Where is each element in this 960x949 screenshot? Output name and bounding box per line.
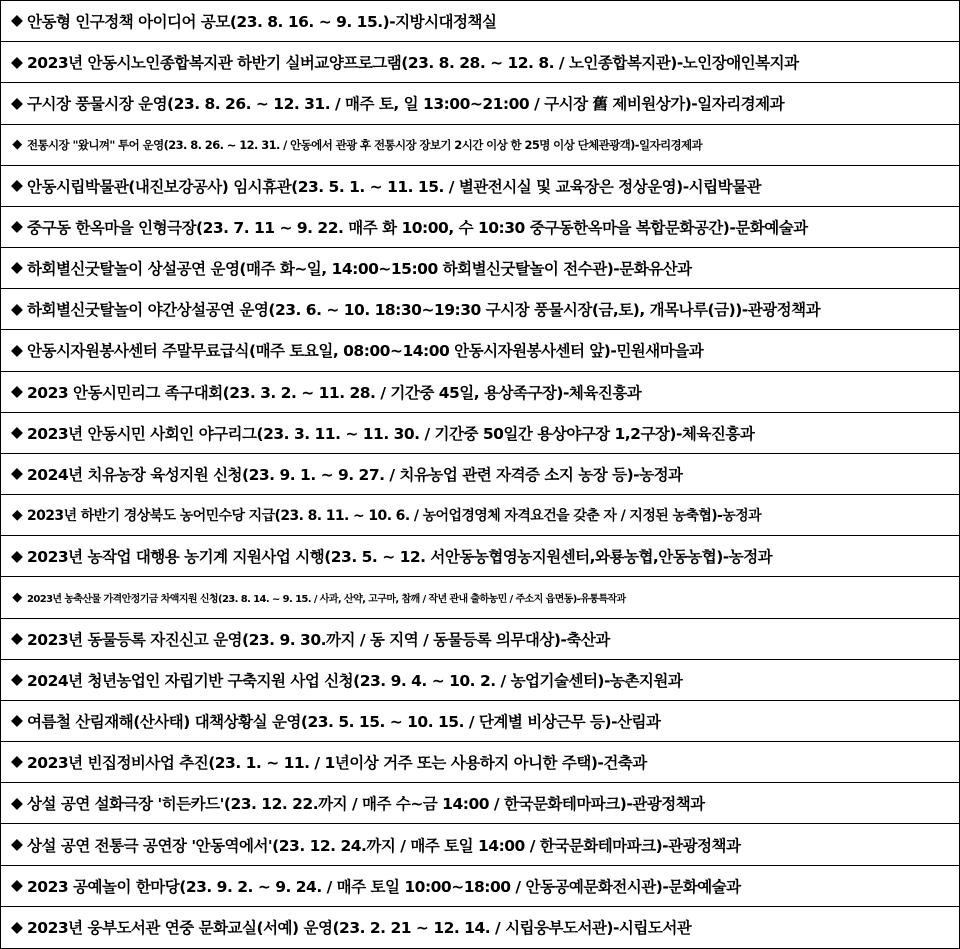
list-item[interactable]	[1, 330, 959, 371]
list-item[interactable]	[1, 577, 959, 618]
list-item[interactable]	[1, 166, 959, 207]
list-item-text: 상설 공연 전통극 공연장 '안동역에서'(23. 12. 24.까지 / 매주 토일 14:00 / 한국문화테마파크)-관광정책과	[27, 836, 741, 855]
list-item[interactable]	[1, 824, 959, 865]
list-item[interactable]	[1, 42, 959, 83]
list-item[interactable]	[1, 907, 959, 948]
diamond-bullet-icon: ◆	[11, 917, 23, 936]
list-item[interactable]	[1, 660, 959, 701]
diamond-bullet-icon: ◆	[11, 464, 23, 483]
list-item-text: 2023년 농축산물 가격안정기금 차액지원 신청(23. 8. 14. ~ 9. 15. / 사과, 산약, 고구마, 참깨 / 작년 관내 출하농민 / 주소지 읍면동)-유통특작과	[27, 594, 626, 605]
list-item-text: 2023 안동시민리그 족구대회(23. 3. 2. ~ 11. 28. / 기간중 45일, 용상족구장)-체육진흥과	[27, 383, 642, 402]
list-item-text: 2023년 하반기 경상북도 농어민수당 지급(23. 8. 11. ~ 10. 6. / 농어업경영체 자격요건을 갖춘 자 / 지정된 농축협)-농정과	[27, 508, 762, 525]
list-item-text: 구시장 풍물시장 운영(23. 8. 26. ~ 12. 31. / 매주 토, 일 13:00~21:00 / 구시장 舊 제비원상가)-일자리경제과	[27, 95, 785, 114]
diamond-bullet-icon: ◆	[11, 340, 23, 359]
list-item[interactable]	[1, 248, 959, 289]
list-item[interactable]	[1, 866, 959, 907]
diamond-bullet-icon: ◆	[11, 381, 23, 400]
list-item-text: 2023년 동물등록 자진신고 운영(23. 9. 30.까지 / 동 지역 / 동물등록 의무대상)-축산과	[27, 630, 610, 649]
diamond-bullet-icon: ◆	[11, 217, 23, 236]
list-item[interactable]	[1, 83, 959, 124]
list-item[interactable]	[1, 289, 959, 330]
list-item[interactable]	[1, 783, 959, 824]
list-item[interactable]	[1, 701, 959, 742]
list-item-text: 2023 공예놀이 한마당(23. 9. 2. ~ 9. 24. / 매주 토일 10:00~18:00 / 안동공예문화전시관)-문화예술과	[27, 877, 741, 896]
list-item-text: 안동시립박물관(내진보강공사) 임시휴관(23. 5. 1. ~ 11. 15. / 별관전시실 및 교육장은 정상운영)-시립박물관	[27, 177, 762, 196]
list-item-text: 2024년 청년농업인 자립기반 구축지원 사업 신청(23. 9. 4. ~ 10. 2. / 농업기술센터)-농촌지원과	[27, 671, 683, 690]
diamond-bullet-icon: ◆	[11, 299, 23, 318]
diamond-bullet-icon: ◆	[11, 11, 23, 30]
list-item-text: 2024년 치유농장 육성지원 신청(23. 9. 1. ~ 9. 27. / 치유농업 관련 자격증 소지 농장 등)-농정과	[27, 465, 683, 484]
list-item-text: 하회별신굿탈놀이 상설공연 운영(매주 화~일, 14:00~15:00 하회별신굿탈놀이 전수관)-문화유산과	[27, 260, 692, 279]
list-item-text: 2023년 빈집정비사업 추진(23. 1. ~ 11. / 1년이상 거주 또는 사용하지 아니한 주택)-건축과	[27, 754, 647, 773]
list-item[interactable]	[1, 742, 959, 783]
diamond-bullet-icon: ◆	[11, 176, 23, 195]
list-item[interactable]	[1, 495, 959, 536]
list-item[interactable]	[1, 207, 959, 248]
diamond-bullet-icon: ◆	[11, 546, 23, 565]
list-item-text: 2023년 안동시노인종합복지관 하반기 실버교양프로그램(23. 8. 28. ~ 12. 8. / 노인종합복지관)-노인장애인복지과	[27, 54, 799, 73]
list-item[interactable]	[1, 619, 959, 660]
list-item[interactable]	[1, 413, 959, 454]
list-item-text: 안동시자원봉사센터 주말무료급식(매주 토요일, 08:00~14:00 안동시자원봉사센터 앞)-민원새마을과	[27, 342, 704, 361]
diamond-bullet-icon: ◆	[11, 875, 23, 894]
diamond-bullet-icon: ◆	[11, 52, 23, 71]
diamond-bullet-icon: ◆	[11, 93, 23, 112]
list-item-text: 안동형 인구정책 아이디어 공모(23. 8. 16. ~ 9. 15.)-지방시대정책실	[27, 13, 497, 32]
list-item[interactable]	[1, 454, 959, 495]
diamond-bullet-icon: ◆	[11, 507, 23, 524]
diamond-bullet-icon: ◆	[11, 628, 23, 647]
diamond-bullet-icon: ◆	[11, 752, 23, 771]
list-item[interactable]	[1, 125, 959, 166]
list-item[interactable]	[1, 536, 959, 577]
list-item-text: 중구동 한옥마을 인형극장(23. 7. 11 ~ 9. 22. 매주 화 10:00, 수 10:30 중구동한옥마을 복합문화공간)-문화예술과	[27, 218, 808, 237]
diamond-bullet-icon: ◆	[11, 711, 23, 730]
diamond-bullet-icon: ◆	[11, 793, 23, 812]
list-item-text: 2023년 웅부도서관 연중 문화교실(서예) 운영(23. 2. 21 ~ 12. 14. / 시립웅부도서관)-시립도서관	[27, 919, 692, 938]
list-item-text: 2023년 농작업 대행용 농기계 지원사업 시행(23. 5. ~ 12. 서안동농협영농지원센터,와룡농협,안동농협)-농정과	[27, 548, 773, 567]
list-item-text: 하회별신굿탈놀이 야간상설공연 운영(23. 6. ~ 10. 18:30~19:30 구시장 풍물시장(금,토), 개목나루(금))-관광정책과	[27, 301, 821, 320]
list-item[interactable]	[1, 1, 959, 42]
list-item-text: 전통시장 "왔니껴" 투어 운영(23. 8. 26. ~ 12. 31. / 안동에서 관광 후 전통시장 장보기 2시간 이상 한 25명 이상 단체관광객)-일자리경제과	[27, 137, 703, 152]
diamond-bullet-icon: ◆	[11, 834, 23, 853]
diamond-bullet-icon: ◆	[12, 590, 22, 605]
diamond-bullet-icon: ◆	[12, 137, 22, 153]
list-item-text: 2023년 안동시민 사회인 야구리그(23. 3. 11. ~ 11. 30. / 기간중 50일간 용상야구장 1,2구장)-체육진흥과	[27, 424, 755, 443]
list-item-text: 상설 공연 설화극장 '히든카드'(23. 12. 22.까지 / 매주 수~금 14:00 / 한국문화테마파크)-관광정책과	[27, 795, 705, 814]
diamond-bullet-icon: ◆	[11, 258, 23, 277]
list-item-text: 여름철 산림재해(산사태) 대책상황실 운영(23. 5. 15. ~ 10. 15. / 단계별 비상근무 등)-산림과	[27, 713, 661, 732]
diamond-bullet-icon: ◆	[11, 670, 23, 689]
list-item[interactable]	[1, 372, 959, 413]
diamond-bullet-icon: ◆	[11, 423, 23, 442]
